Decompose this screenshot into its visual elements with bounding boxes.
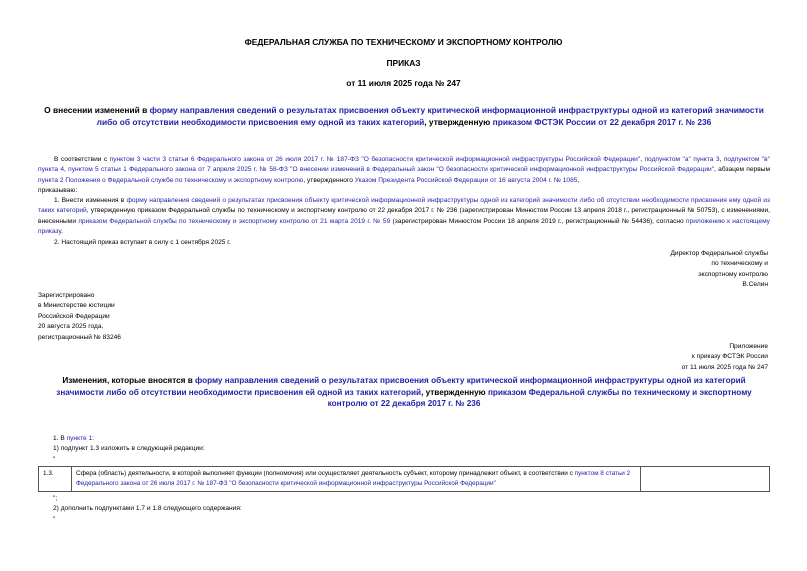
item-text: . (61, 228, 63, 236)
appendix-title (44, 375, 764, 410)
fstec-regulation-link[interactable]: пункта 2 Положения о Федеральной службе по техническому и экспортному контролю (38, 176, 304, 184)
sub-item-1: 1) подпункт 1.3 изложить в следующей редакции: (53, 445, 205, 452)
appendix-title-text: , утвержденную (421, 387, 488, 397)
change-text: 1. В (53, 435, 67, 442)
preamble-text: , (577, 176, 580, 184)
order-59-link[interactable]: приказом Федеральной службы по техническому и экспортному контролю от 21 марта 2019 г. № 59 (78, 217, 391, 225)
appendix-form-link[interactable]: форму направления сведений о результатах присвоения объекту критической информационной инфраструктуры одной из категорий значимости либо об отсутствии необходимости присвоения ей одной из таких категорий (56, 376, 746, 397)
signature-name: В.Селин (742, 281, 768, 289)
preamble (38, 155, 770, 186)
quote-open-2: " (53, 516, 56, 523)
item-text: , утвержденную приказом Федеральной службы по техническому и экспортному контролю от 22 декабря 2017 г. № 236 (зарегистрирован Минюстом России 13 апреля 2018 г., регистрационный № 50753), с изменениями, внесенными (38, 207, 770, 225)
order-item-1 (38, 196, 770, 238)
preamble-text: , утвержденного (303, 176, 355, 184)
law-187-link[interactable]: пунктом 3 части 3 статьи 6 Федерального закона от 26 июля 2017 г. № 187-ФЗ "О безопасности критической информационной инфраструктуры Российской Федерации" (109, 156, 641, 163)
point-1-link[interactable]: пункте 1 (66, 435, 93, 442)
preamble-text: , (64, 166, 69, 174)
form-link[interactable]: форму направления сведений о результатах присвоения объекту критической информационной инфраструктуры одной из категорий значимости либо об отсутствии необходимости присвоения ему одной из таких категорий (38, 197, 770, 215)
amendment-table (38, 466, 770, 492)
table-row (39, 467, 770, 492)
appendix-line: к приказу ФСТЭК России (691, 353, 768, 361)
appendix-order-link[interactable]: приказом Федеральной службы по техническому и экспортному контролю от 22 декабря 2017 г. № 236 (327, 387, 752, 408)
signature-line: Директор Федеральной службы (670, 250, 768, 257)
title-text: О внесении изменений в (44, 105, 150, 115)
row-value-cell (641, 467, 770, 492)
doc-date-number: от 11 июля 2025 года № 247 (346, 78, 461, 88)
sub-item-2: 2) дополнить подпунктами 1.7 и 1.8 следующего содержания: (53, 505, 242, 512)
item-text: (зарегистрирован Минюстом России 18 апреля 2019 г., регистрационный № 54436), согласно (390, 217, 687, 225)
title-text: , утвержденную (424, 117, 493, 127)
registration-line: Зарегистрировано (38, 292, 95, 299)
item-text: 1. Внести изменения в (54, 197, 127, 204)
preamble-text: В соответствии с (54, 156, 110, 163)
law-article-link[interactable]: пунктом 8 статьи 2 Федерального закона от 26 июля 2017 г. № 187-ФЗ "О безопасности критической информационной инфраструктуры Российской Федерации" (76, 470, 631, 487)
agency-name: ФЕДЕРАЛЬНАЯ СЛУЖБА ПО ТЕХНИЧЕСКОМУ И ЭКСПОРТНОМУ КОНТРОЛЮ (244, 37, 563, 47)
registration-line: в Министерстве юстиции (38, 302, 115, 310)
order-item-2: 2. Настоящий приказ вступает в силу с 1 сентября 2025 г. (54, 239, 231, 246)
registration-line: регистрационный № 83246 (38, 333, 121, 341)
subpoint-v-link[interactable]: подпунктом "в" пункта 4 (38, 156, 771, 174)
preamble-text: , (640, 156, 645, 163)
signature-line: по техническому и (711, 260, 768, 268)
registration-line: Российской Федерации (38, 312, 110, 320)
title-order-link[interactable]: приказом ФСТЭК России от 22 декабря 2017 г. № 236 (492, 117, 712, 127)
title-form-link[interactable]: форму направления сведений о результатах присвоения объекту критической информационной инфраструктуры одной из категорий значимости либо об отсутствии необходимости присвоения ему одной из таких категорий (96, 105, 764, 127)
preamble-text: , абзацем первым (714, 166, 770, 174)
appendix-header (682, 342, 768, 373)
doc-type: ПРИКАЗ (386, 58, 421, 68)
law-58-link[interactable]: пунктом 5 статьи 1 Федерального закона от 7 апреля 2025 г. № 58-ФЗ "О внесении изменений в Федеральный закон "О безопасности критической информационной инфраструктуры Российской Федерации" (68, 166, 715, 174)
subpoint-a-link[interactable]: подпунктом "а" пункта 3 (644, 156, 720, 163)
appendix-title-text: Изменения, которые вносятся в (62, 376, 196, 385)
registration-line: 20 августа 2025 года, (38, 323, 104, 331)
change-text: : (92, 435, 94, 442)
preamble-text: , (719, 156, 724, 163)
row-text: Сфера (область) деятельности, в которой выполняет функции (полномочия) или осуществляет деятельность субъект, которому принадлежит объект, в соответствии с (76, 470, 575, 477)
doc-title (44, 104, 764, 128)
signature-line: экспортному контролю (698, 270, 768, 278)
row-description (72, 467, 641, 492)
row-number: 1.3. (39, 467, 72, 492)
president-decree-link[interactable]: Указом Президента Российской Федерации от 16 августа 2004 г. № 1085 (354, 176, 578, 184)
appendix-line: Приложение (729, 343, 768, 350)
quote-close: "; (53, 495, 58, 502)
change-item-1 (53, 434, 94, 445)
appendix-line: от 11 июля 2025 года № 247 (681, 363, 768, 371)
registration-block (38, 291, 121, 343)
quote-open: " (53, 456, 56, 463)
orders-word: приказываю: (38, 187, 78, 194)
signature-block (670, 249, 768, 291)
appendix-link[interactable]: приложению к настоящему приказу (38, 217, 770, 236)
